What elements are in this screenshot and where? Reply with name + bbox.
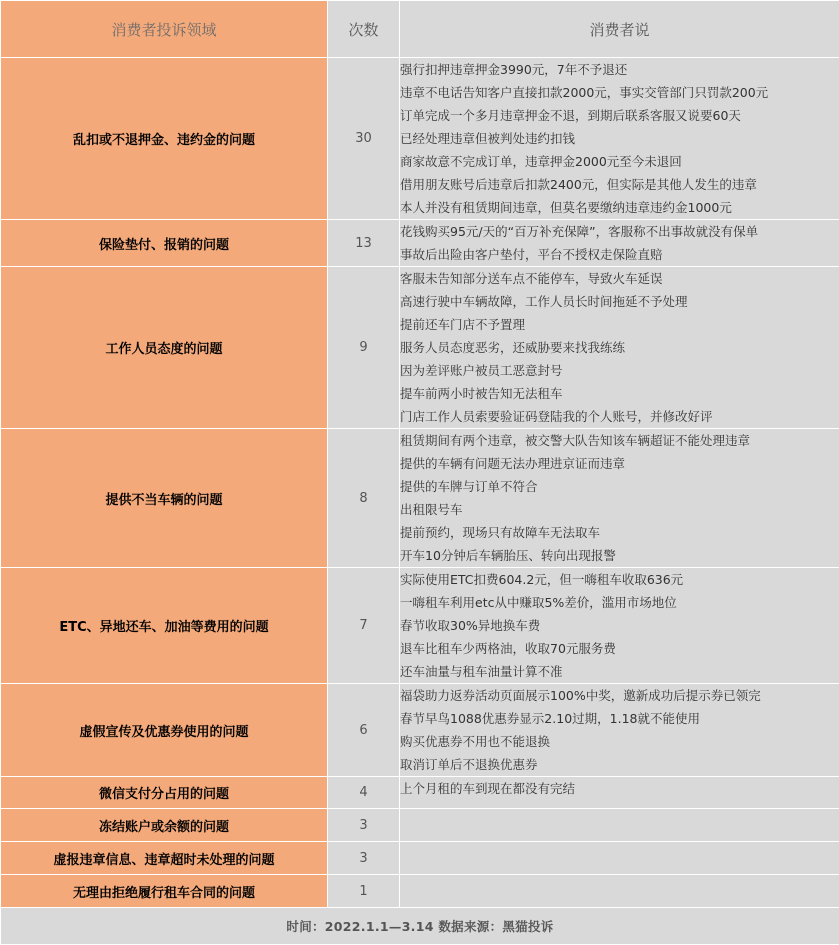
source-note: 时间：2022.1.1—3.14 数据来源：黑猫投诉 — [1, 908, 839, 945]
consumer-quote: 提车前两小时被告知无法租车 — [400, 382, 839, 405]
consumer-quote: 取消订单后不退换优惠券 — [400, 753, 839, 776]
consumer-quote: 还车油量与租车油量计算不准 — [400, 660, 839, 683]
complaint-count: 30 — [328, 58, 400, 220]
consumer-quote: 福袋助力返券活动页面展示100%中奖，邀新成功后提示券已领完 — [400, 684, 839, 707]
header-count: 次数 — [328, 1, 400, 58]
consumer-quote: 商家故意不完成订单，违章押金2000元至今未退回 — [400, 150, 839, 173]
complaint-area: 保险垫付、报销的问题 — [1, 220, 328, 267]
consumer-says — [400, 568, 839, 684]
consumer-quote: 本人并没有租赁期间违章，但莫名要缴纳违章违约金1000元 — [400, 196, 839, 219]
consumer-quote: 退车比租车少两格油，收取70元服务费 — [400, 637, 839, 660]
complaint-area: 无理由拒绝履行租车合同的问题 — [1, 875, 328, 908]
consumer-quote: 门店工作人员索要验证码登陆我的个人账号，并修改好评 — [400, 405, 839, 428]
consumer-quote — [400, 842, 839, 874]
complaint-area: 虚假宣传及优惠券使用的问题 — [1, 684, 328, 777]
consumer-says — [400, 220, 839, 267]
complaint-area: 冻结账户或余额的问题 — [1, 809, 328, 842]
consumer-says — [400, 842, 839, 875]
consumer-quote: 客服未告知部分送车点不能停车，导致火车延误 — [400, 267, 839, 290]
complaint-count: 9 — [328, 267, 400, 429]
consumer-quote: 一嗨租车利用etc从中赚取5%差价，滥用市场地位 — [400, 591, 839, 614]
table-row — [1, 809, 839, 842]
consumer-quote: 强行扣押违章押金3990元，7年不予退还 — [400, 58, 839, 81]
consumer-quote: 春节收取30%异地换车费 — [400, 614, 839, 637]
consumer-quote: 服务人员态度恶劣，还威胁要来找我练练 — [400, 336, 839, 359]
consumer-quote: 提供的车辆有问题无法办理进京证而违章 — [400, 452, 839, 475]
header-row — [1, 1, 839, 58]
complaint-count: 3 — [328, 842, 400, 875]
complaint-count: 8 — [328, 429, 400, 568]
consumer-quote: 提前预约，现场只有故障车无法取车 — [400, 521, 839, 544]
complaint-count: 6 — [328, 684, 400, 777]
consumer-says — [400, 809, 839, 842]
complaint-area: 工作人员态度的问题 — [1, 267, 328, 429]
footer-row — [1, 908, 839, 945]
consumer-says — [400, 875, 839, 908]
complaint-count: 13 — [328, 220, 400, 267]
table-row — [1, 429, 839, 568]
table-row — [1, 777, 839, 809]
complaint-count: 4 — [328, 777, 400, 809]
consumer-quote: 购买优惠券不用也不能退换 — [400, 730, 839, 753]
complaint-area: 微信支付分占用的问题 — [1, 777, 328, 809]
consumer-quote: 已经处理违章但被判处违约扣钱 — [400, 127, 839, 150]
consumer-says — [400, 429, 839, 568]
consumer-quote — [400, 809, 839, 841]
consumer-quote: 出租限号车 — [400, 498, 839, 521]
table-row — [1, 875, 839, 908]
header-area: 消费者投诉领域 — [1, 1, 328, 58]
consumer-says — [400, 777, 839, 809]
consumer-quote: 违章不电话告知客户直接扣款2000元，事实交管部门只罚款200元 — [400, 81, 839, 104]
consumer-quote: 借用朋友账号后违章后扣款2400元，但实际是其他人发生的违章 — [400, 173, 839, 196]
consumer-quote: 开车10分钟后车辆胎压、转向出现报警 — [400, 544, 839, 567]
table-row — [1, 684, 839, 777]
table-row — [1, 568, 839, 684]
table-body — [1, 58, 839, 908]
complaint-count: 7 — [328, 568, 400, 684]
table-row — [1, 267, 839, 429]
consumer-quote: 订单完成一个多月违章押金不退，到期后联系客服又说要60天 — [400, 104, 839, 127]
complaint-area: ETC、异地还车、加油等费用的问题 — [1, 568, 328, 684]
consumer-quote: 春节早鸟1088优惠券显示2.10过期，1.18就不能使用 — [400, 707, 839, 730]
consumer-quote: 提供的车牌与订单不符合 — [400, 475, 839, 498]
consumer-quote: 高速行驶中车辆故障，工作人员长时间拖延不予处理 — [400, 290, 839, 313]
consumer-quote: 上个月租的车到现在都没有完结 — [400, 777, 839, 808]
complaint-area: 虚报违章信息、违章超时未处理的问题 — [1, 842, 328, 875]
consumer-quote: 事故后出险由客户垫付，平台不授权走保险直赔 — [400, 243, 839, 266]
complaint-area: 提供不当车辆的问题 — [1, 429, 328, 568]
complaint-count: 1 — [328, 875, 400, 908]
table-row — [1, 220, 839, 267]
header-consumer-says: 消费者说 — [400, 1, 839, 58]
consumer-quote: 提前还车门店不予置理 — [400, 313, 839, 336]
consumer-quote: 因为差评账户被员工恶意封号 — [400, 359, 839, 382]
consumer-quote: 实际使用ETC扣费604.2元，但一嗨租车收取636元 — [400, 568, 839, 591]
table-row — [1, 58, 839, 220]
consumer-quote — [400, 875, 839, 907]
consumer-says — [400, 684, 839, 777]
consumer-says — [400, 267, 839, 429]
consumer-quote: 租赁期间有两个违章，被交警大队告知该车辆超证不能处理违章 — [400, 429, 839, 452]
complaint-count: 3 — [328, 809, 400, 842]
consumer-quote: 花钱购买95元/天的“百万补充保障”，客服称不出事故就没有保单 — [400, 220, 839, 243]
table-row — [1, 842, 839, 875]
complaint-area: 乱扣或不退押金、违约金的问题 — [1, 58, 328, 220]
consumer-says — [400, 58, 839, 220]
